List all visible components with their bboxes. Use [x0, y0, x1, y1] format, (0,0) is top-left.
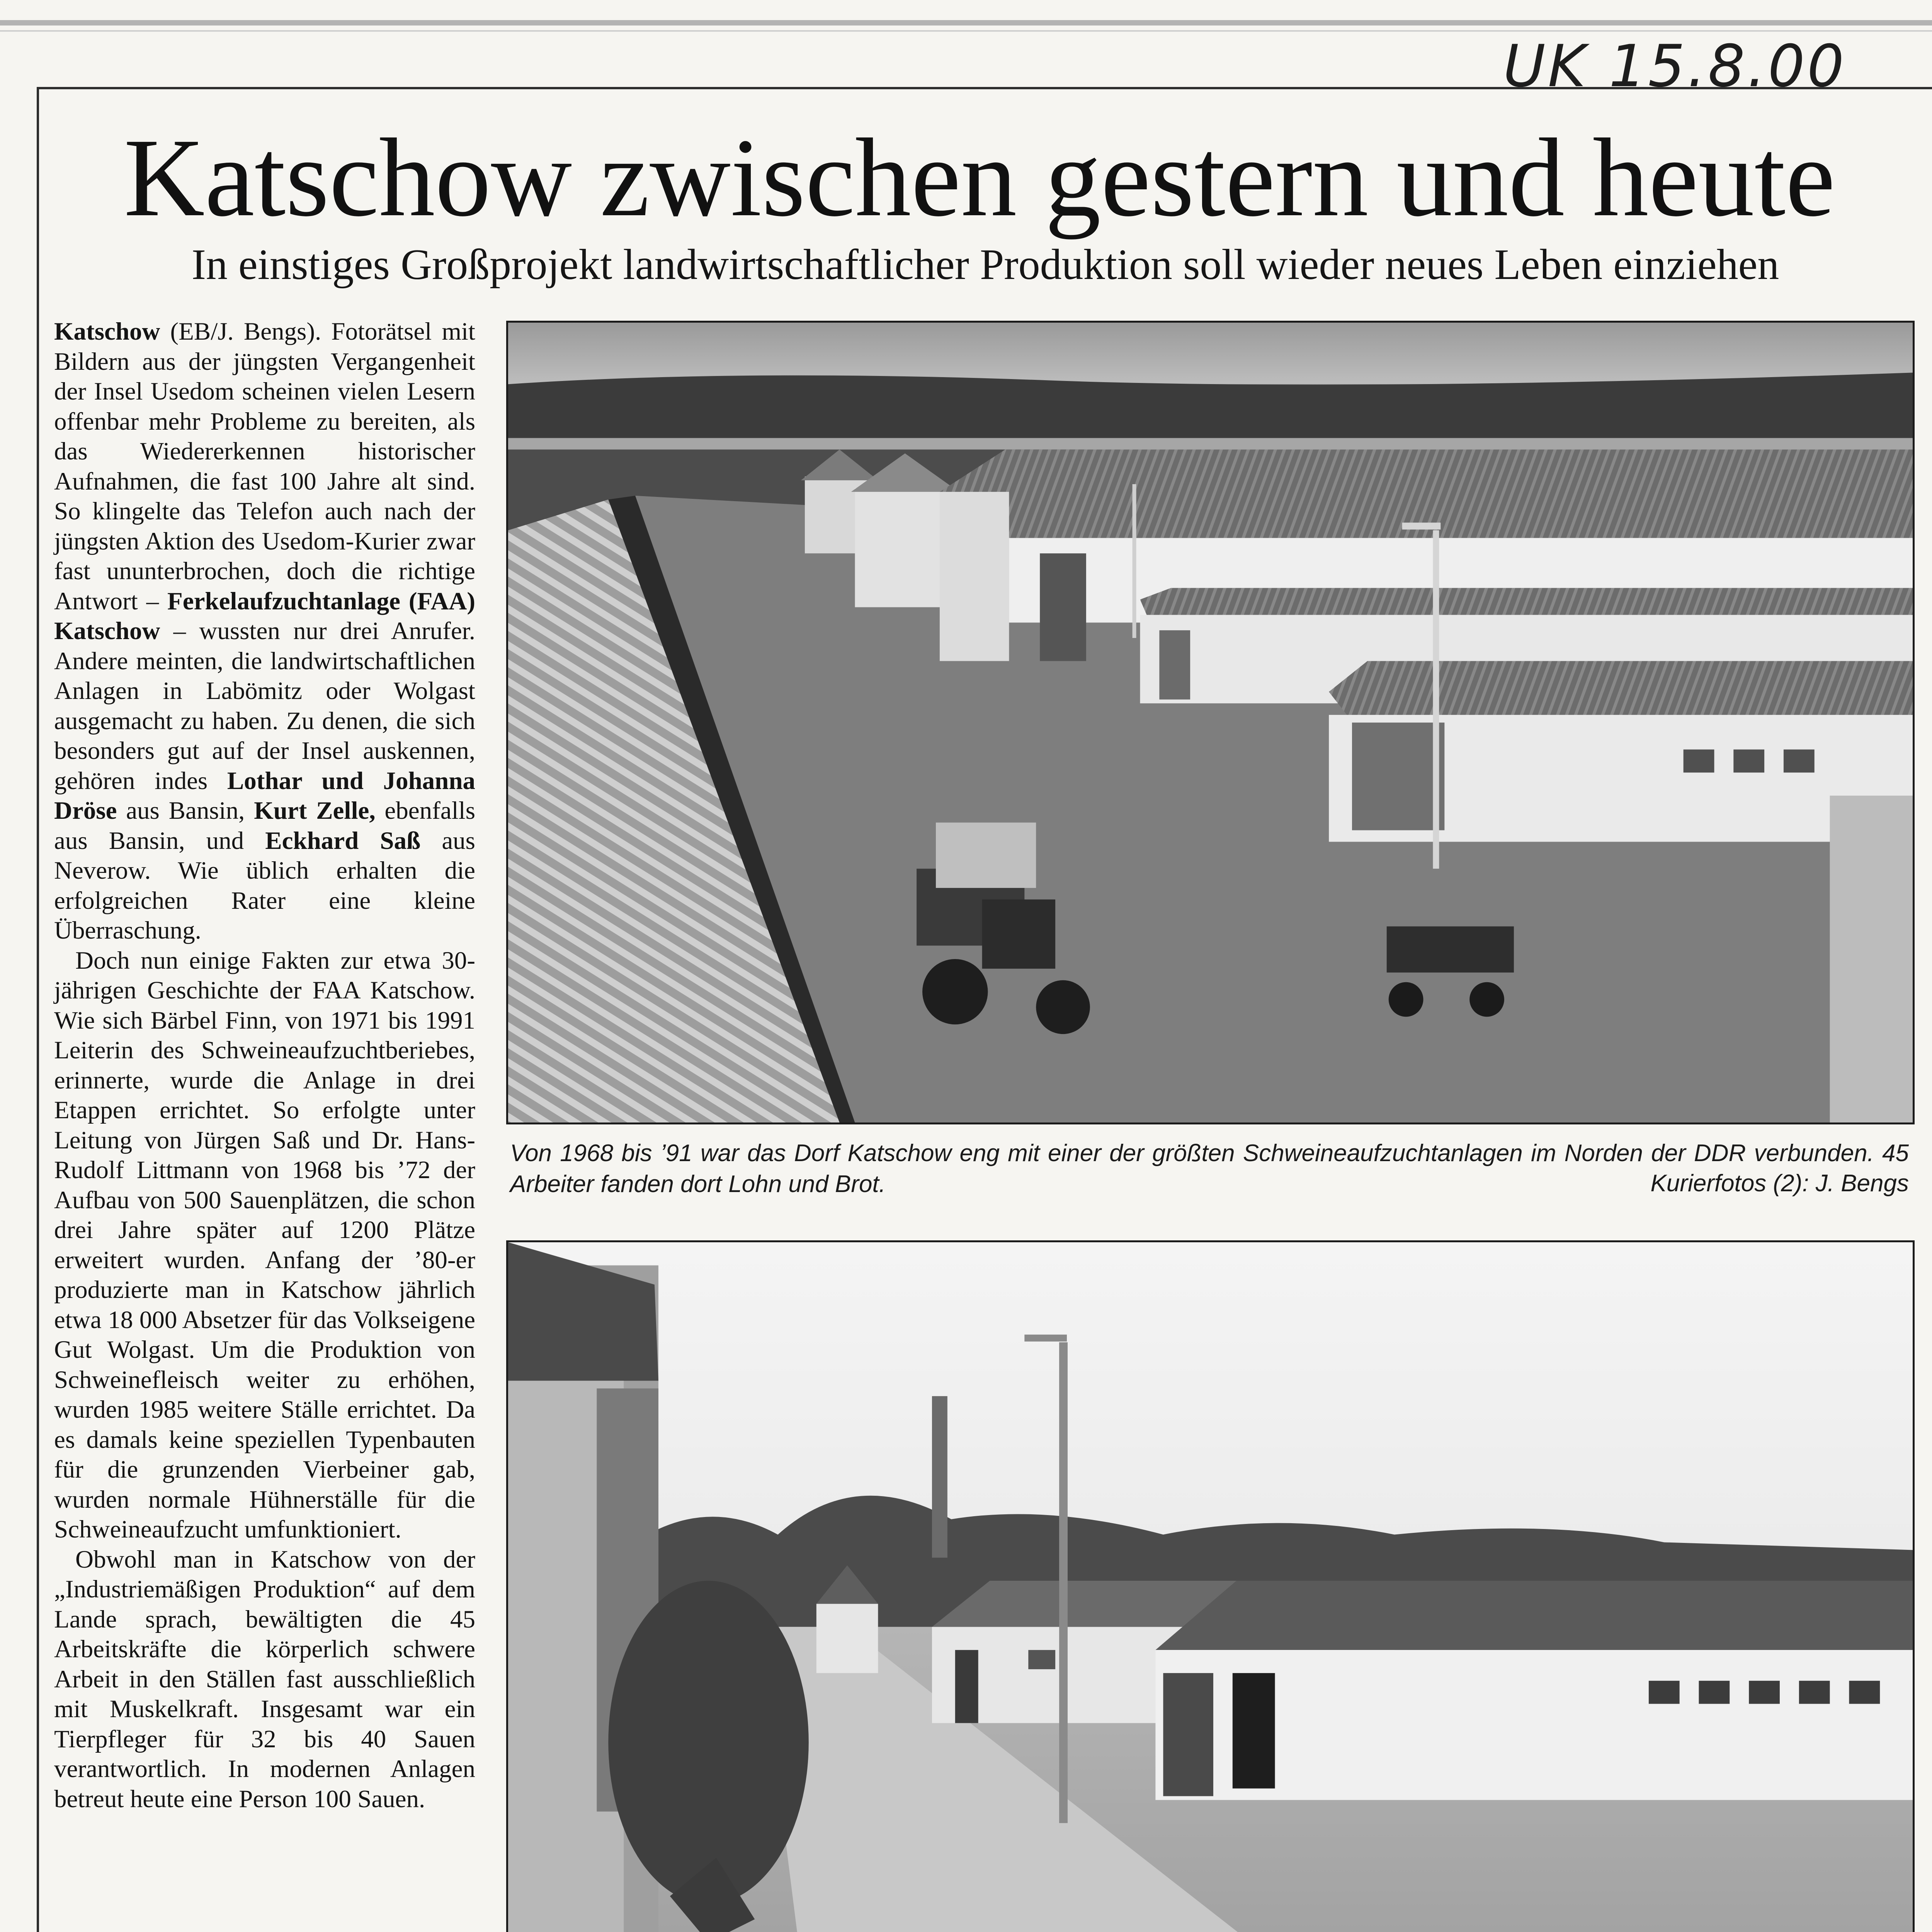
headline: Katschow zwischen gestern und heute — [124, 116, 1835, 240]
article-text-run: Doch nun einige Fakten zur etwa 30-jährigen Geschichte der FAA Katschow. Wie sich Bärbel Finn, von 1971 bis 1991 Leiterin des Schweineaufzuchtberiebes, erinnerte, wurde die Anlage in drei Etappen errichtet. So erfolgte unter Leitung von Jürgen Saß und Dr. Hans-Rudolf Littmann von 1968 bis ’72 der Aufbau von 500 Sauenplätzen, die schon drei Jahre später auf 1200 Plätze erweitert wurden. Anfang der ’80-er produzierte man in Katschow jährlich etwa 18 000 Absetzer für das Volkseigene Gut Wolgast. Um die Produktion von Schweinefleisch weiter zu erhöhen, wurden 1985 weitere Ställe errichtet. Da es damals keine speziellen Typenbauten für die grunzenden Vierbeiner gab, wurden normale Hühnerställe für die Schweineaufzucht umfunktioniert. — [54, 946, 475, 1543]
article-paragraph — [54, 317, 475, 946]
article-bold-run: Katschow — [54, 318, 160, 345]
article-bold-run: Eckhard Saß — [265, 827, 421, 855]
scan-edge — [0, 20, 1932, 26]
article-bold-run: Lothar und Johanna Dröse — [54, 767, 475, 825]
article-bold-run: Ferkelaufzuchtanlage (FAA) Katschow — [54, 587, 475, 645]
handwritten-date-note: UK 15.8.00 — [1503, 33, 1847, 100]
photo-facility-now-image — [508, 1242, 1913, 1932]
photo-credit: Kurierfotos (2): J. Bengs — [1650, 1170, 1909, 1197]
article-bold-run: Kurt Zelle, — [254, 797, 376, 825]
article-paragraph — [54, 1545, 475, 1815]
photo-facility-then — [506, 321, 1915, 1124]
photo-then-caption: Von 1968 bis ’91 war das Dorf Katschow eng mit einer der größten Schweineaufzuchtanlagen im Norden der DDR verbunden. 45 Arbeiter fanden dort Lohn und Brot. — [510, 1140, 1909, 1197]
subheadline: In einstiges Großprojekt landwirtschaftlicher Produktion soll wieder neues Leben einziehen — [191, 241, 1779, 289]
photo-facility-now — [506, 1240, 1915, 1932]
photo-facility-then-image — [508, 323, 1913, 1122]
article-text-run: Obwohl man in Katschow von der „Industriemäßigen Produktion“ auf dem Lande sprach, bewältigten die 45 Arbeitskräfte die körperlich schwere Arbeit in den Ställen fast ausschließlich mit Muskelkraft. Insgesamt war ein Tierpfleger für 32 bis 40 Sauen verantwortlich. In modernen Anlagen betreut heute eine Person 100 Sauen. — [54, 1545, 475, 1813]
article-body — [54, 317, 475, 1814]
article-text-run: aus Bansin, — [117, 797, 254, 825]
article-text-run: (EB/J. Bengs). Fotorätsel mit Bildern aus der jüngsten Vergangenheit der Insel Usedom scheinen vielen Lesern offenbar mehr Probleme zu bereiten, als das Wiedererkennen historischer Aufnahmen, die fast 100 Jahre alt sind. So klingelte das Telefon auch nach der jüngsten Aktion des Usedom-Kurier zwar fast ununterbrochen, doch die richtige Antwort – — [54, 318, 475, 615]
article-text-run: aus Neverow. Wie üblich erhalten die erfolgreichen Rater eine kleine Überraschung. — [54, 827, 475, 944]
article-paragraph — [54, 946, 475, 1545]
article-text-run: ebenfalls aus Bansin, und — [54, 797, 475, 855]
scan-edge-line — [0, 30, 1932, 32]
article-text-run: – wussten nur drei Anrufer. Andere meinten, die landwirtschaftlichen Anlagen in Labömitz oder Wolgast ausgemacht zu haben. Zu denen, die sich besonders gut auf der Insel auskennen, gehören indes — [54, 617, 475, 795]
